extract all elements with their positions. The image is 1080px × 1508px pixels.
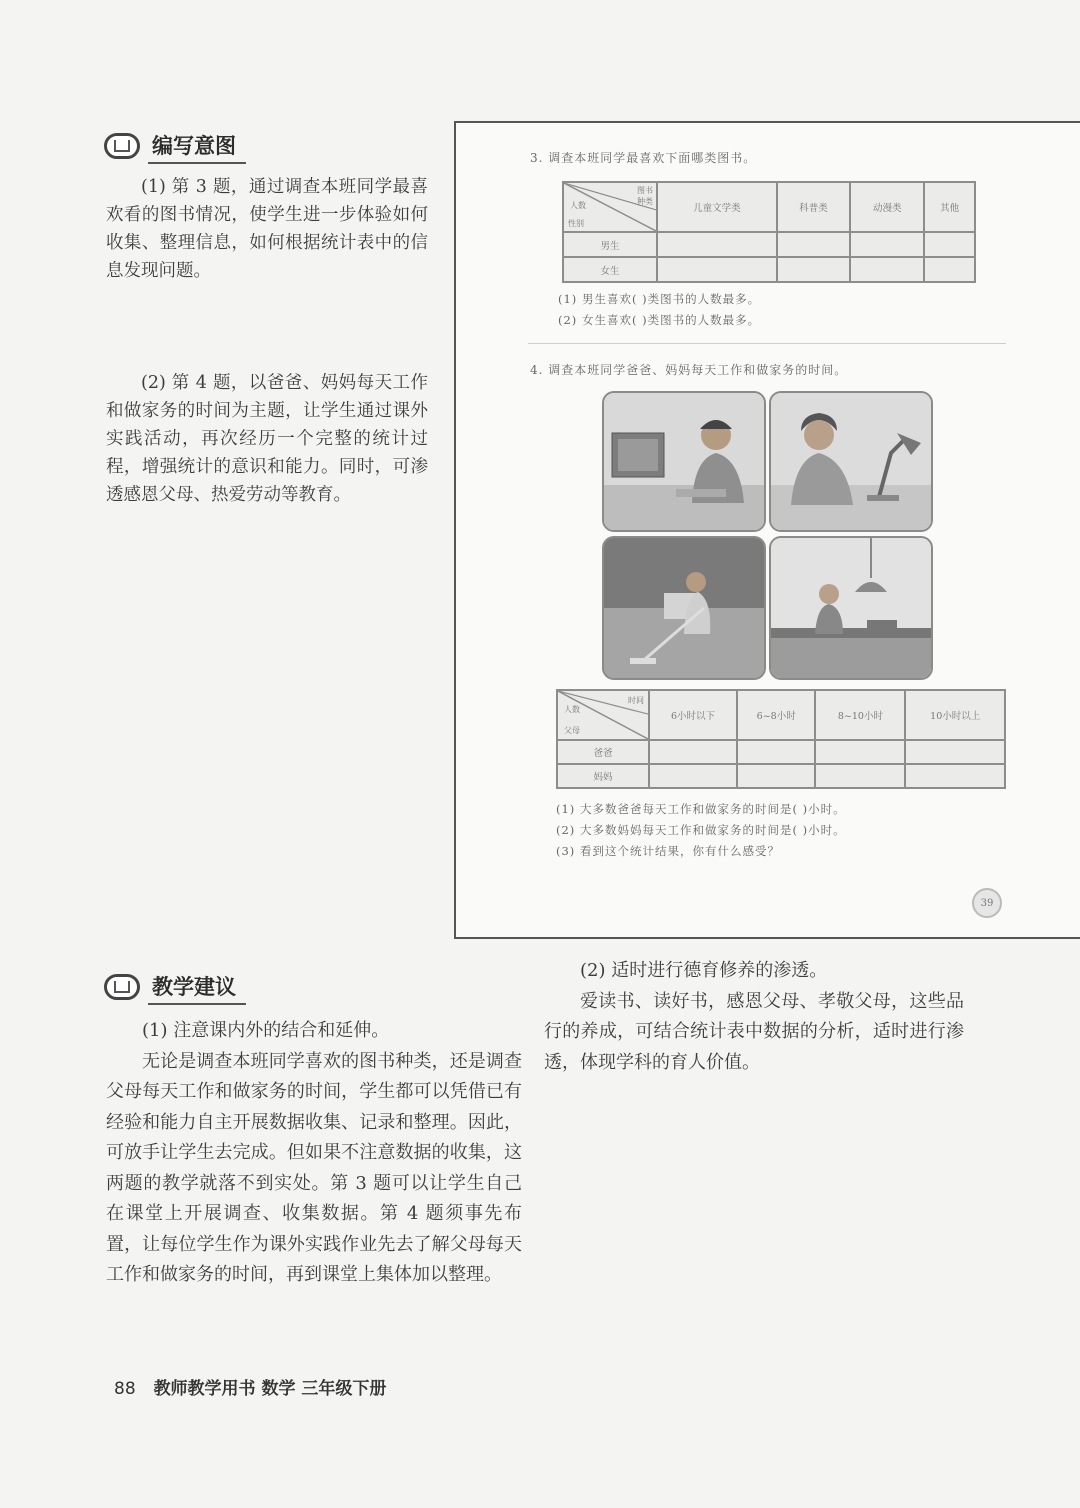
illustration-mom-at-desk bbox=[769, 391, 933, 532]
question-4-sub-1: (1) 大多数爸爸每天工作和做家务的时间是( )小时。 bbox=[556, 802, 846, 816]
book-preference-table bbox=[562, 181, 976, 283]
question-3-sub-1: (1) 男生喜欢( )类图书的人数最多。 bbox=[558, 292, 761, 306]
book-icon bbox=[104, 133, 140, 159]
writing-intent-title: 编写意图 bbox=[148, 128, 246, 164]
teaching-advice-heading bbox=[104, 969, 246, 1005]
table4-cell bbox=[737, 764, 815, 788]
table4-cell bbox=[905, 740, 1005, 764]
table3-cell bbox=[657, 257, 777, 282]
table4-header: 10小时以上 bbox=[905, 690, 1005, 740]
table3-cell bbox=[850, 257, 924, 282]
page-footer bbox=[114, 1374, 386, 1399]
table3-header: 儿童文学类 bbox=[657, 182, 777, 232]
table3-diagonal-header: 图书 种类 人数 性别 bbox=[563, 182, 657, 232]
table4-cell bbox=[649, 764, 737, 788]
teaching-point-1-body: 无论是调查本班同学喜欢的图书种类，还是调查父母每天工作和做家务的时间，学生都可以凭借已有经验和能力自主开展数据收集、记录和整理。因此，可放手让学生去完成。但如果不注意数据的收集，这两题的教学就落不到实处。第 3 题可以让学生自己在课堂上开展调查、收集数据。第 4 题须事先布置，让每位学生作为课外实践作业先去了解父母每天工作和做家务的时间，再到课堂上集体加以整理。 bbox=[106, 1050, 522, 1285]
page-number: 88 bbox=[114, 1379, 136, 1399]
table4-row-label: 爸爸 bbox=[557, 740, 649, 764]
divider bbox=[528, 343, 1006, 344]
table3-cell bbox=[924, 257, 975, 282]
illustration-dad-mopping bbox=[602, 536, 766, 680]
table4-cell bbox=[815, 740, 905, 764]
question-3: 3. 调查本班同学最喜欢下面哪类图书。 bbox=[530, 151, 757, 165]
table4-header: 6~8小时 bbox=[737, 690, 815, 740]
table3-cell bbox=[777, 232, 851, 257]
table4-cell bbox=[649, 740, 737, 764]
table3-header: 科普类 bbox=[777, 182, 851, 232]
question-4: 4. 调查本班同学爸爸、妈妈每天工作和做家务的时间。 bbox=[530, 363, 848, 377]
table4-cell bbox=[737, 740, 815, 764]
work-time-table bbox=[556, 689, 1006, 789]
teaching-point-1-heading: (1) 注意课内外的结合和延伸。 bbox=[142, 1020, 390, 1041]
table4-header: 6小时以下 bbox=[649, 690, 737, 740]
textbook-page-number: 39 bbox=[972, 888, 1002, 918]
table3-cell bbox=[777, 257, 851, 282]
teaching-advice-left-column bbox=[106, 1016, 522, 1291]
teaching-point-2-heading: (2) 适时进行德育修养的渗透。 bbox=[580, 960, 828, 981]
table3-row-label: 男生 bbox=[563, 232, 657, 257]
question-4-sub-3: (3) 看到这个统计结果，你有什么感受？ bbox=[556, 844, 780, 858]
writing-intent-paragraph-2: (2) 第 4 题，以爸爸、妈妈每天工作和做家务的时间为主题，让学生通过课外实践活动，再次经历一个完整的统计过程，增强统计的意识和能力。同时，可渗透感恩父母、热爱劳动等教育。 bbox=[106, 373, 428, 505]
table3-header: 其他 bbox=[924, 182, 975, 232]
question-3-sub-2: (2) 女生喜欢( )类图书的人数最多。 bbox=[558, 313, 761, 327]
table3-cell bbox=[657, 232, 777, 257]
illustration-mom-cooking bbox=[769, 536, 933, 680]
table3-row-label: 女生 bbox=[563, 257, 657, 282]
table4-row-label: 妈妈 bbox=[557, 764, 649, 788]
question-4-sub-2: (2) 大多数妈妈每天工作和做家务的时间是( )小时。 bbox=[556, 823, 846, 837]
illustration-dad-at-computer bbox=[602, 391, 766, 532]
textbook-page bbox=[454, 121, 1080, 939]
pencil-icon bbox=[104, 974, 140, 1000]
table3-cell bbox=[924, 232, 975, 257]
writing-intent-paragraph-1: (1) 第 3 题，通过调查本班同学最喜欢看的图书情况，使学生进一步体验如何收集、整理信息，如何根据统计表中的信息发现问题。 bbox=[106, 177, 428, 281]
table4-cell bbox=[905, 764, 1005, 788]
teaching-advice-title: 教学建议 bbox=[148, 969, 246, 1005]
book-title: 教师教学用书 数学 三年级下册 bbox=[153, 1379, 387, 1399]
table3-header: 动漫类 bbox=[850, 182, 924, 232]
table4-diagonal-header: 时间 人数 父母 bbox=[557, 690, 649, 740]
table4-cell bbox=[815, 764, 905, 788]
table4-header: 8~10小时 bbox=[815, 690, 905, 740]
table3-cell bbox=[850, 232, 924, 257]
writing-intent-heading bbox=[104, 128, 246, 164]
teaching-advice-right-column bbox=[544, 956, 964, 1078]
teaching-point-2-body: 爱读书、读好书，感恩父母、孝敬父母，这些品行的养成，可结合统计表中数据的分析，适时进行渗透，体现学科的育人价值。 bbox=[544, 990, 964, 1073]
